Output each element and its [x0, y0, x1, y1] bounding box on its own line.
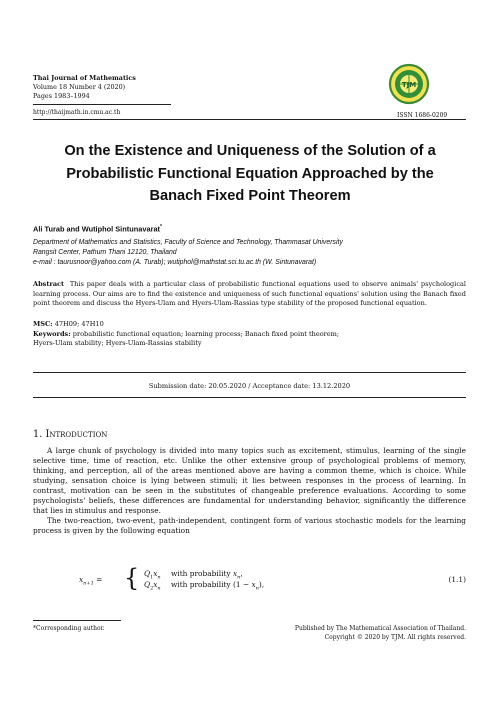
- paragraph-2: The two-reaction, two-event, path-independent, contingent form of various stochastic models for the learning process is given by the following equation: [33, 516, 466, 535]
- dates-divider-bottom: [33, 397, 466, 398]
- body-text: [33, 446, 466, 536]
- seal-text: TJM: [401, 81, 417, 89]
- copyright-line: Copyright © 2020 by TJM. All rights reserved.: [324, 633, 466, 641]
- classification: [33, 320, 466, 349]
- msc-label: MSC:: [33, 320, 53, 328]
- affiliation-email[interactable]: e-mail : taurusnoor@yahoo.com (A. Turab); wutiphol@mathstat.sci.tu.ac.th (W. Sintunavarat): [33, 258, 317, 266]
- keywords-line-1: probabilistic functional equation; learning process; Banach fixed point theorem;: [72, 329, 340, 338]
- abstract-text: This paper deals with a particular class of probabilistic functional equations used to observe animals' psychological learning process. Our aims are to find the existence and uniqueness of such functional equations' solution using the Banach fixed point theorem and discuss the Hyers-Ulam and Hyers-Ulam-Rassias type stability of the proposed functional equation.: [33, 280, 466, 308]
- section-number: 1.: [33, 429, 43, 440]
- issn: ISSN 1686-0209: [397, 112, 448, 119]
- equation-lhs: $x_{n+1}$ =: [79, 575, 103, 587]
- section-heading: [33, 429, 107, 440]
- affiliation-line-2: Rangsit Center, Pathum Thani 12120, Thailand: [33, 248, 177, 256]
- equation-1-1: [33, 564, 466, 593]
- journal-volume: Volume 18 Number 4 (2020): [33, 83, 126, 91]
- paragraph-1: A large chunk of psychology is divided into many topics such as excitement, stimulus, learning of the single selective time, time of reaction, etc. Unlike the other extensive group of psychological problems of memory, thinking, and perception, all of the areas mentioned above are having a common theme, which is choice. While studying, sensation choice is lying between stimuli; it lies between responses in the process of learning. In contrast, motivation can be seen in the substitutes of changeable preference evaluations. According to some psychologists' beliefs, these differences are fundamental for understanding behavior, significantly the difference that lies in stimulus and response.: [33, 446, 466, 515]
- title-line-2: Probabilistic Functional Equation Approached by the: [66, 165, 434, 182]
- keywords-label: Keywords:: [33, 329, 71, 338]
- equation-case-1: $Q_1x_n$ with probability $x_n$,: [144, 569, 243, 581]
- journal-url[interactable]: http://thaijmath.in.cmu.ac.th: [33, 109, 121, 116]
- section-title: Introduction: [45, 429, 108, 440]
- publisher-line-1: Published by The Mathematical Association of Thailand.: [294, 625, 466, 632]
- publisher-notice: [220, 625, 466, 642]
- dates-divider-top: [33, 372, 466, 373]
- title-line-3: Banach Fixed Point Theorem: [149, 188, 351, 204]
- equation-number: (1.1): [448, 575, 466, 584]
- author-names: Ali Turab and Wutiphol Sintunavarat: [33, 224, 161, 234]
- footnote-divider: [33, 620, 121, 621]
- journal-pages: Pages 1983–1994: [33, 92, 90, 100]
- keywords-line-2: Hyers-Ulam stability; Hyers-Ulam-Rassias stability: [33, 339, 202, 348]
- equation-brace: {: [124, 564, 140, 592]
- affiliation-line-1: Department of Mathematics and Statistics, Faculty of Science and Technology, Thammasat University: [33, 239, 343, 246]
- corresponding-mark: *: [160, 224, 162, 230]
- header-divider: [33, 119, 466, 120]
- journal-info: [33, 74, 233, 101]
- journal-title: Thai Journal of Mathematics: [33, 74, 136, 82]
- paper-title: [44, 140, 456, 208]
- authors: [33, 224, 162, 233]
- msc-value: 47H09; 47H10: [54, 320, 104, 328]
- equation-case-2: $Q_2x_n$ with probability $(1 - x_n)$,: [144, 580, 265, 592]
- journal-seal-icon: [388, 62, 430, 106]
- title-line-1: On the Existence and Uniqueness of the Solution of a: [64, 143, 436, 159]
- abstract-label: Abstract: [33, 280, 65, 288]
- abstract: [33, 280, 466, 309]
- footnote: *Corresponding author.: [33, 625, 105, 632]
- submission-dates: Submission date: 20.05.2020 / Acceptance date: 13.12.2020: [148, 382, 351, 390]
- header-divider-left: [33, 104, 171, 105]
- affiliation: [33, 238, 463, 267]
